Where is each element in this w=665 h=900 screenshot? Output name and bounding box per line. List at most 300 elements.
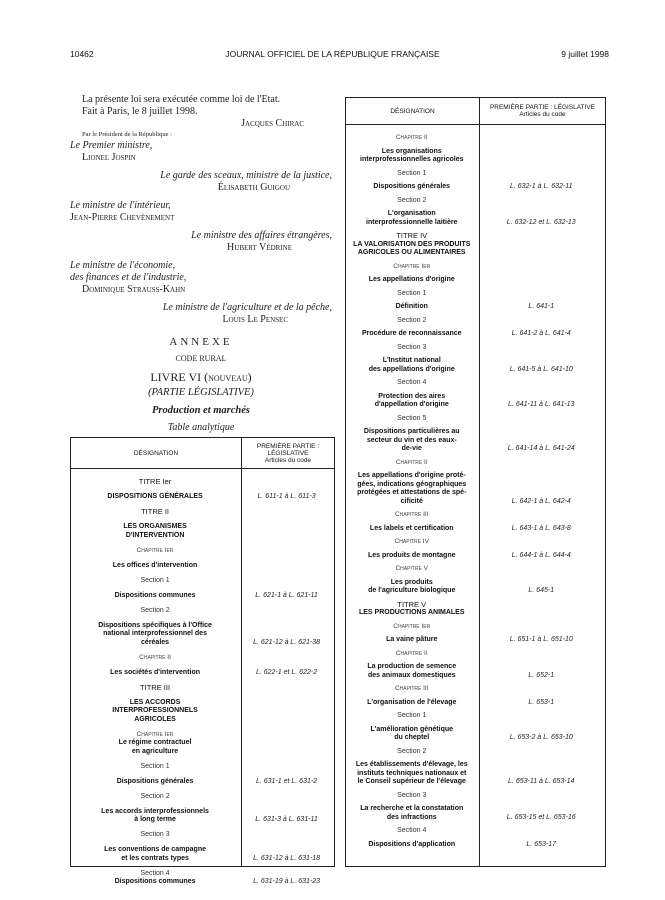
designation-line: Protection des aires — [378, 392, 446, 400]
table-row — [71, 521, 334, 543]
analytic-table-left — [70, 437, 335, 885]
designation-line: Chapitre Ier — [393, 262, 431, 270]
designation-line: Les appellations d'origine proté- — [357, 472, 466, 479]
row-articles: L. 622-1 et L. 622-2 — [255, 668, 318, 676]
row-articles — [478, 141, 606, 146]
table-row — [346, 315, 605, 329]
designation-line: Chapitre IV — [394, 538, 429, 545]
designation-line: des appellations d'origine — [368, 365, 455, 373]
designation-line: Dispositions communes — [114, 878, 196, 885]
designation-line: Chapitre II — [139, 653, 171, 661]
row-designation — [71, 806, 239, 828]
row-designation — [346, 274, 478, 288]
table-row — [346, 599, 605, 621]
table-row — [346, 577, 605, 599]
row-designation — [346, 621, 478, 635]
table-row — [346, 790, 605, 804]
row-designation — [346, 301, 478, 315]
designation-line: de-vie — [401, 445, 422, 452]
designation-line: Chapitre II — [395, 649, 428, 657]
table-row — [346, 634, 605, 648]
row-articles — [239, 660, 334, 665]
pm-name: Lionel Jospin — [82, 152, 136, 163]
annex-code: CODE RURAL — [175, 354, 227, 363]
designation-line: interprofessionnelle laitière — [366, 218, 458, 226]
table-row — [346, 261, 605, 275]
row-articles: L. 631-1 et L. 631-2 — [255, 777, 318, 785]
row-designation — [346, 195, 478, 209]
designation-line: Section 2 — [140, 606, 170, 614]
designation-line: Section 1 — [397, 712, 427, 719]
table-row — [346, 230, 605, 261]
designation-line: Dispositions d'application — [368, 840, 456, 848]
designation-line: d'appellation d'origine — [374, 401, 449, 408]
designation-line: Section 1 — [397, 289, 427, 297]
row-designation — [71, 476, 239, 490]
row-designation — [71, 652, 239, 666]
row-articles: L. 621-12 à L. 621-38 — [253, 638, 321, 646]
row-articles: L. 644-1 à L. 644-4 — [511, 551, 571, 559]
row-designation — [71, 868, 239, 890]
designation-line: Dispositions particulières au — [363, 428, 460, 435]
agri-title: Le ministre de l'agriculture et de la pêche, — [162, 302, 332, 313]
row-articles: L. 653-11 à L. 653-14 — [508, 778, 575, 785]
designation-line: Le régime contractuel — [118, 739, 192, 746]
table-row — [71, 667, 334, 681]
designation-line: du cheptel — [394, 734, 430, 741]
designation-line: des infractions — [386, 813, 437, 821]
designation-line: gées, indications géographiques — [357, 480, 467, 488]
table-rows — [346, 132, 605, 852]
row-designation — [346, 634, 478, 648]
table-row — [346, 621, 605, 635]
table-row — [71, 844, 334, 866]
row-designation — [71, 776, 239, 790]
row-designation — [346, 825, 478, 839]
designation-line: Section 3 — [140, 831, 170, 838]
designation-line: interprofessionnelles agricoles — [360, 156, 464, 163]
table-row — [71, 761, 334, 775]
designation-line: Chapitre Ier — [136, 546, 174, 554]
row-articles: L. 653-17 — [526, 840, 557, 848]
economy-name: Dominique Strauss-Kahn — [82, 284, 186, 295]
row-designation — [346, 391, 478, 413]
row-articles: L. 642-1 à L. 642-4 — [511, 497, 571, 505]
table-row — [346, 470, 605, 509]
table-row — [71, 545, 334, 559]
row-articles — [478, 386, 606, 391]
designation-line: à long terme — [134, 816, 176, 823]
row-designation — [71, 697, 239, 728]
row-articles — [239, 799, 334, 804]
designation-line: Procédure de reconnaissance — [361, 330, 462, 337]
row-articles — [239, 553, 334, 558]
execution-clause: La présente loi sera exécutée comme loi de l'Etat. — [82, 94, 281, 105]
row-articles: L. 641-1 — [528, 303, 555, 310]
designation-line: Les appellations d'origine — [368, 276, 455, 283]
justice-name: Élisabeth Guigou — [217, 182, 290, 193]
designation-line: Dispositions générales — [116, 777, 194, 785]
table-row — [71, 729, 334, 760]
designation-line: Chapitre V — [395, 565, 428, 572]
row-articles — [239, 690, 334, 695]
header-articles — [242, 438, 334, 468]
table-row — [346, 274, 605, 288]
table-row — [71, 652, 334, 666]
table-row — [346, 697, 605, 711]
row-designation — [346, 426, 478, 457]
designation-line: La recherche et la constatation — [360, 805, 464, 812]
designation-line: TITRE Ier — [138, 477, 172, 486]
designation-line: L'amélioration génétique — [370, 725, 454, 733]
pm-title: Le Premier ministre, — [70, 140, 153, 151]
designation-line: cificité — [400, 497, 423, 505]
table-row — [346, 759, 605, 790]
foreign-name: Hubert Védrine — [227, 242, 292, 253]
row-designation — [346, 181, 478, 195]
annex-title: ANNEXE — [169, 336, 233, 348]
header-partie-line1: PREMIÈRE PARTIE : LÉGISLATIVE — [256, 442, 320, 457]
row-articles: L. 641-2 à L. 641-4 — [511, 330, 571, 337]
designation-line: Dispositions spécifiques à l'Office — [98, 621, 212, 629]
annex-livre: LIVRE VI (nouveau) — [150, 370, 252, 384]
row-articles — [478, 163, 606, 168]
designation-line: Les organisations — [381, 147, 442, 155]
designation-line: L'organisation — [387, 210, 436, 217]
row-designation — [346, 208, 478, 230]
row-designation — [71, 560, 239, 574]
foreign-title: Le ministre des affaires étrangères, — [191, 230, 332, 241]
designation-line: Section 2 — [140, 792, 170, 800]
designation-line: La vaine pâture — [386, 636, 438, 643]
row-articles: L. 645-1 — [528, 587, 555, 594]
table-row — [346, 146, 605, 168]
row-designation — [71, 491, 239, 505]
row-designation — [346, 577, 478, 599]
table-row — [346, 391, 605, 413]
table-row — [346, 661, 605, 683]
designation-line: Section 1 — [140, 762, 170, 770]
row-designation — [71, 761, 239, 775]
row-designation — [346, 315, 478, 329]
row-designation — [71, 844, 239, 866]
by-president: Par le Président de la République : — [82, 131, 172, 138]
row-articles: L. 631-12 à L. 631-18 — [253, 854, 321, 862]
row-articles — [239, 538, 334, 543]
row-articles — [239, 769, 334, 774]
table-row — [346, 563, 605, 577]
row-designation — [346, 661, 478, 683]
designation-line: Les produits de montagne — [367, 551, 456, 559]
row-designation — [71, 521, 239, 543]
row-designation — [71, 729, 239, 760]
row-designation — [346, 839, 478, 853]
row-articles — [478, 656, 606, 661]
president-name: Jacques Chirac — [241, 118, 304, 129]
header-designation-text: DÉSIGNATION — [390, 107, 435, 115]
table-row — [71, 476, 334, 490]
row-designation — [346, 724, 478, 746]
journal-title: JOURNAL OFFICIEL DE LA RÉPUBLIQUE FRANÇAISE — [225, 49, 440, 59]
designation-line: TITRE IV — [396, 231, 428, 240]
header-partie-line2: Articles du code — [519, 111, 566, 118]
designation-line: Section 1 — [140, 576, 170, 584]
designation-line: TITRE III — [140, 682, 171, 692]
row-articles: L. 641-5 à L. 641-10 — [509, 365, 573, 373]
designation-line: LES ORGANISMES — [123, 523, 187, 530]
designation-line: Chapitre II — [395, 134, 428, 141]
row-designation — [346, 377, 478, 391]
row-articles: L. 632-12 et L. 632-13 — [506, 218, 576, 226]
designation-line: TITRE II — [141, 507, 169, 516]
designation-line: DISPOSITIONS GÉNÉRALES — [107, 493, 203, 500]
row-designation — [71, 506, 239, 520]
row-designation — [71, 620, 239, 651]
table-row — [71, 575, 334, 589]
designation-line: LA VALORISATION DES PRODUITS — [353, 240, 471, 248]
row-designation — [71, 545, 239, 559]
row-articles: L. 631-3 à L. 631-11 — [255, 816, 318, 823]
designation-line: secteur du vin et des eaux- — [366, 436, 457, 444]
annex-partie: (PARTIE LÉGISLATIVE) — [148, 387, 254, 398]
economy-title-1: Le ministre de l'économie, — [70, 260, 176, 271]
designation-line: LES ACCORDS — [129, 698, 181, 706]
row-articles — [478, 350, 606, 355]
analytic-table-right — [345, 97, 606, 867]
table-row — [71, 590, 334, 604]
table-row — [346, 181, 605, 195]
row-articles — [239, 754, 334, 759]
table-row — [71, 791, 334, 805]
designation-line: Les accords interprofessionnels — [101, 807, 209, 815]
row-designation — [346, 746, 478, 760]
row-designation — [346, 509, 478, 523]
table-row — [346, 710, 605, 724]
designation-line: La production de semence — [367, 663, 457, 670]
table-label: Table analytique — [167, 422, 235, 433]
header-designation — [346, 98, 480, 124]
row-articles: L. 641-11 à L. 641-13 — [508, 401, 575, 408]
row-articles: L. 611-1 à L. 611-3 — [257, 493, 316, 500]
row-articles — [478, 572, 606, 577]
row-articles — [478, 616, 606, 621]
row-designation — [346, 803, 478, 825]
row-articles — [478, 256, 606, 261]
table-row — [346, 328, 605, 342]
table-row — [346, 825, 605, 839]
row-designation — [71, 682, 239, 696]
table-row — [346, 457, 605, 471]
row-articles: L. 653-15 et L. 653-16 — [506, 813, 576, 821]
row-articles: L. 631-19 à L. 631-23 — [253, 878, 321, 885]
row-designation — [346, 683, 478, 697]
designation-line: Les établissements d'élevage, les — [355, 761, 468, 768]
designation-line: Les labels et certification — [369, 524, 454, 532]
table-rows — [71, 476, 334, 891]
row-articles — [239, 583, 334, 588]
designation-line: Chapitre II — [395, 458, 428, 466]
row-articles — [239, 515, 334, 520]
table-row — [346, 288, 605, 302]
row-articles — [239, 568, 334, 573]
table-row — [346, 803, 605, 825]
row-designation — [346, 132, 478, 146]
row-articles — [478, 798, 606, 803]
table-row — [71, 560, 334, 574]
table-row — [346, 208, 605, 230]
designation-line: Section 2 — [397, 747, 427, 755]
table-row — [71, 682, 334, 696]
designation-line: Section 3 — [397, 791, 427, 799]
row-designation — [346, 470, 478, 509]
row-designation — [346, 230, 478, 261]
designation-line: Chapitre III — [394, 685, 429, 692]
designation-line: Section 5 — [397, 414, 427, 422]
row-articles — [478, 269, 606, 274]
table-row — [346, 648, 605, 662]
row-articles: L. 621-1 à L. 621-11 — [255, 591, 318, 599]
economy-title-2: des finances et de l'industrie, — [70, 272, 187, 283]
designation-line: Les offices d'intervention — [112, 561, 198, 569]
table-row — [346, 426, 605, 457]
justice-title: Le garde des sceaux, ministre de la justice, — [160, 170, 332, 181]
header-articles — [480, 98, 605, 124]
table-row — [71, 491, 334, 505]
designation-line: Les sociétés d'intervention — [110, 668, 201, 676]
row-designation — [346, 710, 478, 724]
table-row — [346, 839, 605, 853]
designation-line: L'organisation de l'élevage — [367, 698, 457, 706]
table-row — [346, 168, 605, 182]
designation-line: national interprofessionnel des — [103, 630, 207, 637]
row-designation — [346, 457, 478, 471]
table-row — [71, 605, 334, 619]
table-row — [71, 829, 334, 843]
designation-line: des animaux domestiques — [367, 671, 456, 679]
table-row — [346, 550, 605, 564]
table-row — [346, 509, 605, 523]
designation-line: Définition — [395, 303, 428, 310]
designation-line: Les produits — [390, 578, 433, 586]
row-designation — [346, 759, 478, 790]
designation-line: Section 3 — [397, 343, 427, 351]
row-designation — [346, 342, 478, 356]
row-designation — [346, 168, 478, 182]
annex-subject: Production et marchés — [151, 405, 250, 416]
designation-line: AGRICOLES OU ALIMENTAIRES — [357, 249, 466, 256]
row-designation — [346, 648, 478, 662]
table-row — [346, 724, 605, 746]
row-articles — [478, 283, 606, 288]
designation-line: L'Institut national — [382, 357, 441, 364]
designation-line: protégées et attestations de spé- — [357, 489, 467, 496]
table-row — [71, 868, 334, 890]
designation-line: D'INTERVENTION — [125, 531, 185, 539]
row-designation — [346, 261, 478, 275]
designation-line: Chapitre Ier — [136, 730, 174, 738]
interior-title: Le ministre de l'intérieur, — [70, 200, 171, 211]
row-articles — [478, 754, 606, 759]
row-designation — [71, 605, 239, 619]
table-row — [346, 132, 605, 146]
row-designation — [346, 328, 478, 342]
row-articles — [478, 465, 606, 470]
row-articles: L. 643-1 à L. 643-8 — [511, 524, 571, 532]
designation-line: TITRE V — [397, 599, 427, 609]
designation-line: Section 2 — [397, 196, 427, 204]
table-row — [71, 620, 334, 651]
table-row — [346, 355, 605, 377]
page-number: 10462 — [70, 49, 94, 59]
designation-line: INTERPROFESSIONNELS — [112, 707, 198, 714]
row-designation — [346, 523, 478, 537]
table-header — [346, 98, 605, 125]
designation-line: AGRICOLES — [134, 715, 176, 723]
row-designation — [71, 575, 239, 589]
place-date: Fait à Paris, le 8 juillet 1998. — [82, 106, 198, 117]
row-designation — [346, 288, 478, 302]
table-row — [71, 697, 334, 728]
designation-line: Dispositions communes — [114, 591, 196, 599]
row-articles: L. 653-2 à L. 653-10 — [509, 734, 573, 741]
row-designation — [346, 599, 478, 621]
table-row — [346, 683, 605, 697]
designation-line: et les contrats types — [121, 854, 189, 862]
left-column — [70, 94, 332, 434]
designation-line: Section 4 — [397, 379, 427, 386]
table-row — [346, 413, 605, 427]
row-articles — [239, 485, 334, 490]
agri-name: Louis Le Pensec — [222, 314, 288, 325]
table-row — [346, 342, 605, 356]
designation-line: en agriculture — [131, 747, 179, 755]
row-articles — [239, 722, 334, 727]
table-row — [346, 523, 605, 537]
row-designation — [346, 146, 478, 168]
row-designation — [346, 790, 478, 804]
row-designation — [71, 590, 239, 604]
designation-line: Chapitre Ier — [393, 622, 431, 630]
row-designation — [346, 355, 478, 377]
row-articles — [478, 421, 606, 426]
row-articles: L. 652-1 — [528, 671, 555, 679]
designation-line: Section 1 — [397, 169, 427, 177]
designation-line: Les conventions de campagne — [104, 846, 206, 853]
row-designation — [346, 413, 478, 427]
row-designation — [71, 829, 239, 843]
designation-line: Section 2 — [397, 316, 427, 324]
designation-line: céréales — [141, 638, 170, 646]
table-row — [346, 536, 605, 550]
row-articles: L. 641-14 à L. 641-24 — [507, 445, 575, 452]
designation-line: Section 4 — [397, 827, 427, 834]
table-row — [346, 195, 605, 209]
table-row — [346, 377, 605, 391]
interior-name: Jean-Pierre Chevènement — [70, 212, 175, 223]
designation-line: LES PRODUCTIONS ANIMALES — [358, 609, 465, 616]
row-designation — [346, 550, 478, 564]
row-articles — [478, 719, 606, 724]
row-articles — [239, 838, 334, 843]
row-articles — [478, 203, 606, 208]
row-articles: L. 651-1 à L. 651-10 — [509, 636, 573, 643]
designation-line: le Conseil supérieur de l'élevage — [357, 778, 466, 785]
designation-line: Dispositions générales — [373, 183, 451, 190]
designation-line: instituts techniques nationaux et — [357, 769, 467, 777]
row-designation — [346, 563, 478, 577]
row-designation — [346, 536, 478, 550]
designation-line: Section 4 — [140, 869, 170, 877]
